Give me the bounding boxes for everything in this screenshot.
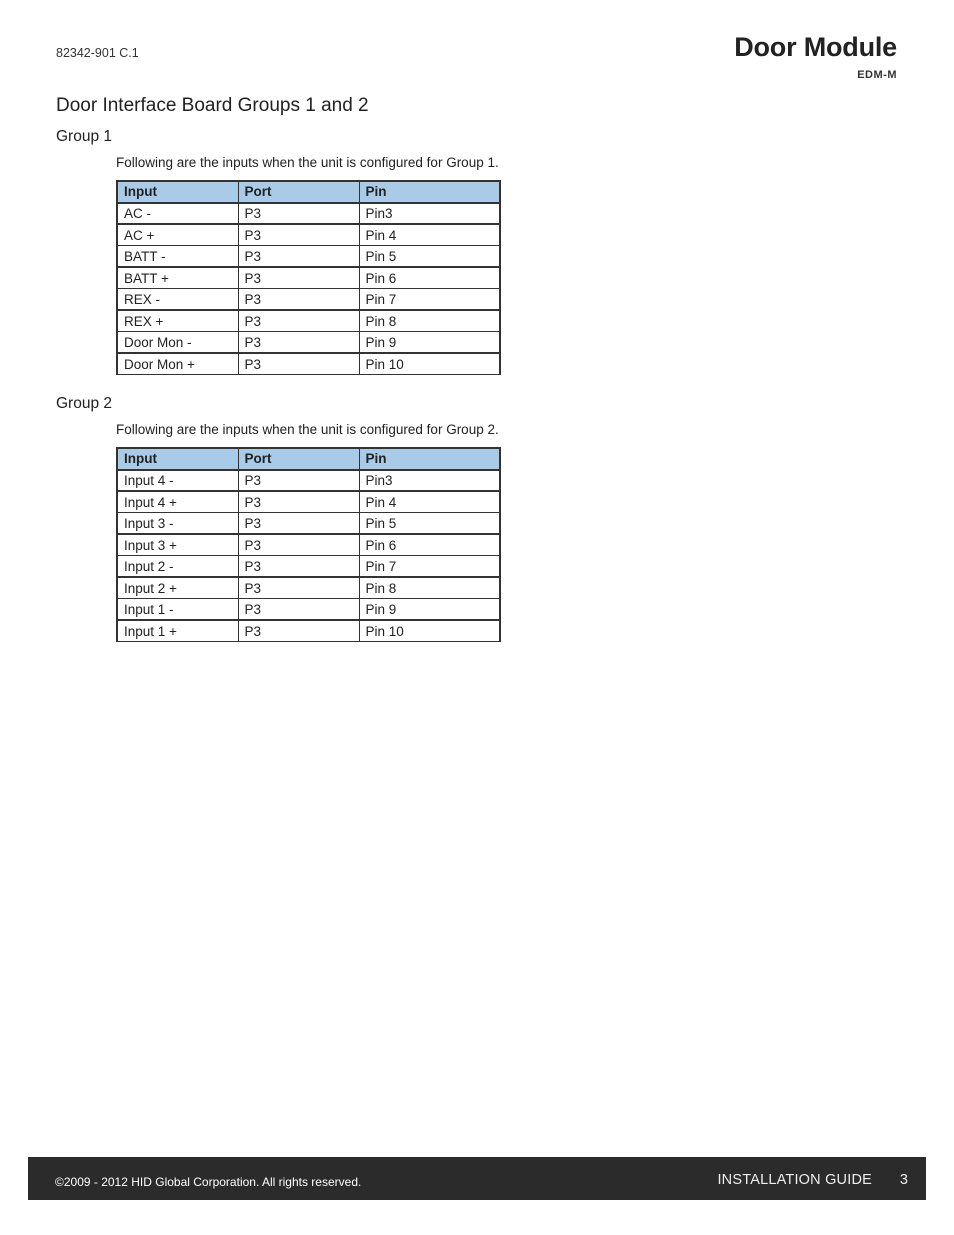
cell-pin: Pin 7 [359,289,500,311]
cell-port: P3 [238,513,359,535]
table-row [117,224,500,246]
cell-input: Input 4 - [117,470,238,492]
table-row [117,470,500,492]
cell-port: P3 [238,620,359,642]
group2-intro: Following are the inputs when the unit is configured for Group 2. [116,422,499,437]
column-header-input: Input [117,181,238,203]
column-header-input: Input [117,448,238,470]
cell-port: P3 [238,353,359,375]
cell-port: P3 [238,246,359,268]
column-header-pin: Pin [359,181,500,203]
cell-pin: Pin 4 [359,224,500,246]
cell-pin: Pin 5 [359,513,500,535]
cell-pin: Pin 10 [359,353,500,375]
group2-heading: Group 2 [56,395,113,412]
cell-pin: Pin 4 [359,491,500,513]
cell-port: P3 [238,470,359,492]
cell-port: P3 [238,491,359,513]
cell-input: AC - [117,203,238,225]
table-row [117,491,500,513]
cell-port: P3 [238,310,359,332]
group1-heading: Group 1 [56,128,113,145]
cell-input: Input 1 + [117,620,238,642]
cell-input: BATT - [117,246,238,268]
table-header-row [117,448,500,470]
table-row [117,203,500,225]
cell-pin: Pin 9 [359,332,500,354]
table-row [117,246,500,268]
cell-port: P3 [238,224,359,246]
cell-pin: Pin3 [359,470,500,492]
cell-pin: Pin 5 [359,246,500,268]
cell-pin: Pin 8 [359,577,500,599]
cell-input: Input 1 - [117,599,238,621]
table-row [117,513,500,535]
cell-input: BATT + [117,267,238,289]
cell-input: Input 3 - [117,513,238,535]
column-header-port: Port [238,448,359,470]
cell-pin: Pin 8 [359,310,500,332]
cell-input: Door Mon + [117,353,238,375]
cell-input: AC + [117,224,238,246]
cell-input: REX + [117,310,238,332]
cell-port: P3 [238,332,359,354]
footer-guide-label: INSTALLATION GUIDE [717,1172,872,1188]
group2-table [116,447,501,642]
table-row [117,620,500,642]
table-header-row [117,181,500,203]
cell-port: P3 [238,556,359,578]
cell-pin: Pin 10 [359,620,500,642]
cell-port: P3 [238,577,359,599]
table-row [117,353,500,375]
cell-port: P3 [238,203,359,225]
cell-pin: Pin 7 [359,556,500,578]
group1-table [116,180,501,375]
table-row [117,267,500,289]
page-footer [28,1157,926,1200]
doc-number: 82342-901 C.1 [56,46,139,60]
cell-input: Input 2 + [117,577,238,599]
cell-pin: Pin 6 [359,534,500,556]
footer-copyright: ©2009 - 2012 HID Global Corporation. All rights reserved. [55,1175,362,1189]
doc-title: Door Module [734,32,897,62]
table-row [117,577,500,599]
column-header-pin: Pin [359,448,500,470]
doc-subtitle: EDM-M [857,69,897,81]
table-row [117,556,500,578]
table-row [117,310,500,332]
cell-port: P3 [238,267,359,289]
table-row [117,534,500,556]
cell-pin: Pin3 [359,203,500,225]
cell-input: Door Mon - [117,332,238,354]
cell-input: Input 4 + [117,491,238,513]
footer-page-number: 3 [899,1172,908,1188]
table-row [117,332,500,354]
table-row [117,599,500,621]
section-heading: Door Interface Board Groups 1 and 2 [56,95,369,116]
cell-port: P3 [238,534,359,556]
cell-input: Input 3 + [117,534,238,556]
cell-pin: Pin 9 [359,599,500,621]
cell-port: P3 [238,599,359,621]
cell-pin: Pin 6 [359,267,500,289]
column-header-port: Port [238,181,359,203]
cell-input: REX - [117,289,238,311]
cell-input: Input 2 - [117,556,238,578]
cell-port: P3 [238,289,359,311]
group1-intro: Following are the inputs when the unit is configured for Group 1. [116,155,499,170]
table-row [117,289,500,311]
